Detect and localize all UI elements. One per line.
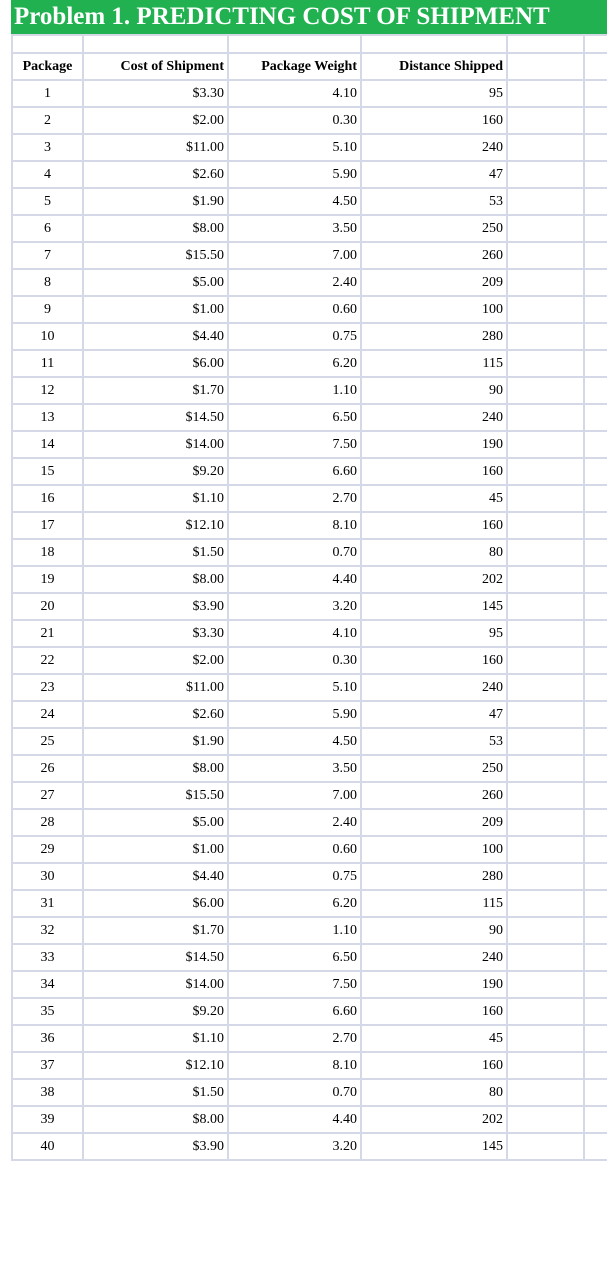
table-cell[interactable] — [507, 80, 584, 107]
cell-weight[interactable]: 0.70 — [228, 1079, 361, 1106]
cell-weight[interactable]: 4.50 — [228, 728, 361, 755]
table-row — [12, 512, 607, 539]
cell-weight[interactable]: 0.75 — [228, 863, 361, 890]
spreadsheet — [11, 0, 607, 1161]
cell-package[interactable]: 35 — [12, 998, 83, 1025]
cell-distance[interactable]: 240 — [361, 944, 507, 971]
table-cell[interactable] — [584, 647, 607, 674]
cell-cost[interactable]: $2.00 — [83, 647, 228, 674]
table-row — [12, 1133, 607, 1160]
table-row — [12, 998, 607, 1025]
table-cell[interactable] — [584, 674, 607, 701]
cell-distance[interactable]: 250 — [361, 755, 507, 782]
cell-weight[interactable]: 4.40 — [228, 566, 361, 593]
table-cell[interactable] — [507, 215, 584, 242]
table-row — [12, 971, 607, 998]
table-cell[interactable] — [584, 1079, 607, 1106]
table-cell[interactable] — [507, 728, 584, 755]
cell-distance[interactable]: 115 — [361, 350, 507, 377]
table-cell[interactable] — [83, 35, 228, 53]
cell-distance[interactable]: 160 — [361, 1052, 507, 1079]
cell-package[interactable]: 29 — [12, 836, 83, 863]
table-cell[interactable] — [361, 35, 507, 53]
table-cell[interactable] — [507, 323, 584, 350]
table-cell[interactable] — [584, 134, 607, 161]
cell-cost[interactable]: $1.90 — [83, 728, 228, 755]
cell-weight[interactable]: 0.30 — [228, 647, 361, 674]
table-cell[interactable] — [507, 836, 584, 863]
cell-package[interactable]: 2 — [12, 107, 83, 134]
table-row — [12, 161, 607, 188]
table-row — [12, 539, 607, 566]
cell-weight[interactable]: 4.10 — [228, 620, 361, 647]
cell-weight[interactable]: 8.10 — [228, 512, 361, 539]
cell-weight[interactable]: 3.50 — [228, 215, 361, 242]
table-cell[interactable] — [584, 107, 607, 134]
table-cell[interactable] — [507, 701, 584, 728]
cell-cost[interactable]: $15.50 — [83, 782, 228, 809]
table-cell[interactable] — [584, 161, 607, 188]
table-row — [12, 188, 607, 215]
cell-distance[interactable]: 240 — [361, 674, 507, 701]
cell-distance[interactable]: 209 — [361, 809, 507, 836]
table-cell[interactable] — [584, 593, 607, 620]
table-row — [12, 215, 607, 242]
cell-package[interactable]: 18 — [12, 539, 83, 566]
cell-weight[interactable]: 5.90 — [228, 701, 361, 728]
table-cell[interactable] — [584, 566, 607, 593]
cell-package[interactable]: 22 — [12, 647, 83, 674]
cell-weight[interactable]: 6.60 — [228, 998, 361, 1025]
cell-weight[interactable]: 0.70 — [228, 539, 361, 566]
cell-weight[interactable]: 6.60 — [228, 458, 361, 485]
cell-weight[interactable]: 2.70 — [228, 485, 361, 512]
table-cell[interactable] — [507, 188, 584, 215]
cell-weight[interactable]: 2.40 — [228, 809, 361, 836]
cell-weight[interactable]: 5.10 — [228, 134, 361, 161]
cell-distance[interactable]: 45 — [361, 1025, 507, 1052]
table-cell[interactable] — [507, 1106, 584, 1133]
table-cell[interactable] — [507, 377, 584, 404]
table-row — [12, 620, 607, 647]
table-cell[interactable] — [507, 53, 584, 80]
cell-cost[interactable]: $1.00 — [83, 836, 228, 863]
cell-package[interactable]: 36 — [12, 1025, 83, 1052]
cell-distance[interactable]: 260 — [361, 242, 507, 269]
cell-cost[interactable]: $3.90 — [83, 1133, 228, 1160]
cell-package[interactable]: 39 — [12, 1106, 83, 1133]
table-row — [12, 890, 607, 917]
cell-distance[interactable]: 95 — [361, 80, 507, 107]
cell-weight[interactable]: 8.10 — [228, 1052, 361, 1079]
table-cell[interactable] — [584, 323, 607, 350]
table-cell[interactable] — [584, 863, 607, 890]
cell-cost[interactable]: $1.50 — [83, 1079, 228, 1106]
cell-weight[interactable]: 0.30 — [228, 107, 361, 134]
cell-distance[interactable]: 190 — [361, 971, 507, 998]
table-cell[interactable] — [584, 269, 607, 296]
cell-package[interactable]: 40 — [12, 1133, 83, 1160]
table-cell[interactable] — [584, 350, 607, 377]
cell-cost[interactable]: $12.10 — [83, 1052, 228, 1079]
cell-cost[interactable]: $4.40 — [83, 323, 228, 350]
cell-cost[interactable]: $1.70 — [83, 377, 228, 404]
cell-cost[interactable]: $3.30 — [83, 80, 228, 107]
cell-cost[interactable]: $11.00 — [83, 134, 228, 161]
cell-weight[interactable]: 2.40 — [228, 269, 361, 296]
cell-weight[interactable]: 0.75 — [228, 323, 361, 350]
table-row — [12, 80, 607, 107]
table-row — [12, 755, 607, 782]
table-cell[interactable] — [584, 998, 607, 1025]
cell-cost[interactable]: $14.50 — [83, 404, 228, 431]
table-row — [12, 917, 607, 944]
cell-package[interactable]: 5 — [12, 188, 83, 215]
cell-distance[interactable]: 280 — [361, 323, 507, 350]
table-row — [12, 782, 607, 809]
table-cell[interactable] — [584, 458, 607, 485]
table-cell[interactable] — [584, 890, 607, 917]
cell-cost[interactable]: $4.40 — [83, 863, 228, 890]
header-row — [12, 53, 607, 80]
table-cell[interactable] — [584, 620, 607, 647]
table-cell[interactable] — [584, 512, 607, 539]
column-header-package[interactable]: Package — [12, 53, 83, 80]
cell-package[interactable]: 8 — [12, 269, 83, 296]
table-row — [12, 269, 607, 296]
table-cell[interactable] — [507, 1052, 584, 1079]
cell-cost[interactable]: $3.90 — [83, 593, 228, 620]
table-cell[interactable] — [584, 242, 607, 269]
cell-package[interactable]: 6 — [12, 215, 83, 242]
cell-distance[interactable]: 47 — [361, 161, 507, 188]
cell-distance[interactable]: 209 — [361, 269, 507, 296]
cell-weight[interactable]: 6.50 — [228, 944, 361, 971]
cell-package[interactable]: 37 — [12, 1052, 83, 1079]
cell-package[interactable]: 11 — [12, 350, 83, 377]
table-row — [12, 323, 607, 350]
cell-cost[interactable]: $8.00 — [83, 566, 228, 593]
cell-cost[interactable]: $9.20 — [83, 458, 228, 485]
cell-package[interactable]: 38 — [12, 1079, 83, 1106]
cell-weight[interactable]: 3.20 — [228, 1133, 361, 1160]
cell-package[interactable]: 1 — [12, 80, 83, 107]
cell-distance[interactable]: 80 — [361, 539, 507, 566]
cell-weight[interactable]: 7.50 — [228, 431, 361, 458]
table-cell[interactable] — [584, 53, 607, 80]
table-cell[interactable] — [584, 1106, 607, 1133]
cell-distance[interactable]: 260 — [361, 782, 507, 809]
cell-distance[interactable]: 90 — [361, 377, 507, 404]
cell-cost[interactable]: $8.00 — [83, 755, 228, 782]
cell-distance[interactable]: 160 — [361, 647, 507, 674]
cell-distance[interactable]: 47 — [361, 701, 507, 728]
table-row — [12, 1052, 607, 1079]
cell-package[interactable]: 20 — [12, 593, 83, 620]
cell-weight[interactable]: 7.00 — [228, 782, 361, 809]
cell-package[interactable]: 21 — [12, 620, 83, 647]
cell-weight[interactable]: 1.10 — [228, 377, 361, 404]
cell-cost[interactable]: $14.50 — [83, 944, 228, 971]
cell-cost[interactable]: $8.00 — [83, 215, 228, 242]
cell-weight[interactable]: 7.00 — [228, 242, 361, 269]
table-cell[interactable] — [507, 755, 584, 782]
cell-weight[interactable]: 1.10 — [228, 917, 361, 944]
cell-distance[interactable]: 145 — [361, 593, 507, 620]
table-row — [12, 647, 607, 674]
cell-distance[interactable]: 145 — [361, 1133, 507, 1160]
cell-weight[interactable]: 3.20 — [228, 593, 361, 620]
cell-distance[interactable]: 80 — [361, 1079, 507, 1106]
cell-cost[interactable]: $1.00 — [83, 296, 228, 323]
cell-package[interactable]: 15 — [12, 458, 83, 485]
column-header-distance[interactable]: Distance Shipped — [361, 53, 507, 80]
table-row — [12, 728, 607, 755]
table-row — [12, 1106, 607, 1133]
table-cell[interactable] — [584, 728, 607, 755]
cell-distance[interactable]: 53 — [361, 188, 507, 215]
table-cell[interactable] — [584, 917, 607, 944]
cell-package[interactable]: 17 — [12, 512, 83, 539]
cell-weight[interactable]: 6.20 — [228, 890, 361, 917]
table-cell[interactable] — [507, 458, 584, 485]
cell-distance[interactable]: 202 — [361, 566, 507, 593]
cell-package[interactable]: 33 — [12, 944, 83, 971]
sheet-title: Problem 1. PREDICTING COST OF SHIPMENT — [11, 0, 607, 34]
table-row — [12, 404, 607, 431]
cell-weight[interactable]: 6.20 — [228, 350, 361, 377]
cell-package[interactable]: 7 — [12, 242, 83, 269]
column-header-cost[interactable]: Cost of Shipment — [83, 53, 228, 80]
cell-weight[interactable]: 4.50 — [228, 188, 361, 215]
table-cell[interactable] — [507, 998, 584, 1025]
table-cell[interactable] — [507, 431, 584, 458]
table-row — [12, 1079, 607, 1106]
cell-package[interactable]: 4 — [12, 161, 83, 188]
cell-package[interactable]: 16 — [12, 485, 83, 512]
cell-weight[interactable]: 2.70 — [228, 1025, 361, 1052]
table-cell[interactable] — [584, 296, 607, 323]
cell-distance[interactable]: 160 — [361, 458, 507, 485]
cell-weight[interactable]: 3.50 — [228, 755, 361, 782]
cell-weight[interactable]: 4.10 — [228, 80, 361, 107]
table-cell[interactable] — [507, 566, 584, 593]
cell-weight[interactable]: 5.10 — [228, 674, 361, 701]
cell-package[interactable]: 25 — [12, 728, 83, 755]
cell-weight[interactable]: 5.90 — [228, 161, 361, 188]
table-cell[interactable] — [507, 674, 584, 701]
table-cell[interactable] — [584, 188, 607, 215]
table-row — [12, 944, 607, 971]
table-cell[interactable] — [507, 944, 584, 971]
table-cell[interactable] — [507, 1025, 584, 1052]
table-row — [12, 485, 607, 512]
cell-cost[interactable]: $9.20 — [83, 998, 228, 1025]
cell-cost[interactable]: $11.00 — [83, 674, 228, 701]
cell-cost[interactable]: $5.00 — [83, 269, 228, 296]
table-cell[interactable] — [507, 890, 584, 917]
table-row — [12, 863, 607, 890]
shipment-table — [11, 34, 607, 1161]
table-cell[interactable] — [584, 944, 607, 971]
cell-distance[interactable]: 250 — [361, 215, 507, 242]
table-cell[interactable] — [507, 539, 584, 566]
column-header-weight[interactable]: Package Weight — [228, 53, 361, 80]
table-cell[interactable] — [584, 1052, 607, 1079]
cell-cost[interactable]: $14.00 — [83, 971, 228, 998]
cell-distance[interactable]: 100 — [361, 836, 507, 863]
cell-distance[interactable]: 240 — [361, 404, 507, 431]
cell-distance[interactable]: 90 — [361, 917, 507, 944]
table-cell[interactable] — [507, 917, 584, 944]
cell-weight[interactable]: 6.50 — [228, 404, 361, 431]
table-cell[interactable] — [228, 35, 361, 53]
table-cell[interactable] — [584, 836, 607, 863]
table-row — [12, 1025, 607, 1052]
table-cell[interactable] — [507, 242, 584, 269]
table-cell[interactable] — [507, 647, 584, 674]
cell-distance[interactable]: 45 — [361, 485, 507, 512]
table-cell[interactable] — [507, 1079, 584, 1106]
cell-weight[interactable]: 0.60 — [228, 836, 361, 863]
cell-package[interactable]: 27 — [12, 782, 83, 809]
cell-package[interactable]: 23 — [12, 674, 83, 701]
cell-package[interactable]: 14 — [12, 431, 83, 458]
table-row — [12, 458, 607, 485]
table-cell[interactable] — [507, 161, 584, 188]
cell-cost[interactable]: $1.50 — [83, 539, 228, 566]
table-cell[interactable] — [584, 485, 607, 512]
cell-distance[interactable]: 160 — [361, 512, 507, 539]
table-cell[interactable] — [584, 80, 607, 107]
cell-cost[interactable]: $14.00 — [83, 431, 228, 458]
table-row — [12, 566, 607, 593]
table-row — [12, 701, 607, 728]
table-row — [12, 674, 607, 701]
table-cell[interactable] — [507, 35, 584, 53]
cell-distance[interactable]: 115 — [361, 890, 507, 917]
cell-distance[interactable]: 160 — [361, 107, 507, 134]
cell-package[interactable]: 30 — [12, 863, 83, 890]
cell-distance[interactable]: 280 — [361, 863, 507, 890]
table-cell[interactable] — [584, 539, 607, 566]
cell-package[interactable]: 31 — [12, 890, 83, 917]
cell-package[interactable]: 10 — [12, 323, 83, 350]
table-cell[interactable] — [584, 701, 607, 728]
cell-cost[interactable]: $1.10 — [83, 485, 228, 512]
table-cell[interactable] — [507, 1133, 584, 1160]
table-cell[interactable] — [507, 512, 584, 539]
cell-cost[interactable]: $8.00 — [83, 1106, 228, 1133]
table-cell[interactable] — [584, 377, 607, 404]
spacer-row — [12, 35, 607, 53]
table-cell[interactable] — [507, 863, 584, 890]
cell-package[interactable]: 12 — [12, 377, 83, 404]
cell-weight[interactable]: 7.50 — [228, 971, 361, 998]
table-row — [12, 431, 607, 458]
cell-package[interactable]: 28 — [12, 809, 83, 836]
cell-package[interactable]: 3 — [12, 134, 83, 161]
table-row — [12, 377, 607, 404]
cell-package[interactable]: 26 — [12, 755, 83, 782]
table-cell[interactable] — [584, 35, 607, 53]
cell-cost[interactable]: $1.90 — [83, 188, 228, 215]
table-cell[interactable] — [507, 593, 584, 620]
cell-cost[interactable]: $2.60 — [83, 161, 228, 188]
table-cell[interactable] — [584, 431, 607, 458]
table-cell[interactable] — [584, 1133, 607, 1160]
cell-weight[interactable]: 0.60 — [228, 296, 361, 323]
table-cell[interactable] — [507, 620, 584, 647]
cell-package[interactable]: 34 — [12, 971, 83, 998]
cell-cost[interactable]: $2.00 — [83, 107, 228, 134]
cell-cost[interactable]: $2.60 — [83, 701, 228, 728]
table-cell[interactable] — [584, 971, 607, 998]
cell-package[interactable]: 24 — [12, 701, 83, 728]
cell-distance[interactable]: 240 — [361, 134, 507, 161]
table-cell[interactable] — [12, 35, 83, 53]
cell-cost[interactable]: $1.10 — [83, 1025, 228, 1052]
table-row — [12, 350, 607, 377]
cell-package[interactable]: 32 — [12, 917, 83, 944]
table-cell[interactable] — [584, 755, 607, 782]
table-cell[interactable] — [584, 1025, 607, 1052]
table-cell[interactable] — [507, 134, 584, 161]
cell-package[interactable]: 19 — [12, 566, 83, 593]
cell-weight[interactable]: 4.40 — [228, 1106, 361, 1133]
cell-cost[interactable]: $12.10 — [83, 512, 228, 539]
cell-cost[interactable]: $5.00 — [83, 809, 228, 836]
table-cell[interactable] — [507, 809, 584, 836]
table-cell[interactable] — [507, 350, 584, 377]
table-cell[interactable] — [507, 971, 584, 998]
table-cell[interactable] — [507, 269, 584, 296]
table-row — [12, 107, 607, 134]
cell-distance[interactable]: 100 — [361, 296, 507, 323]
cell-cost[interactable]: $15.50 — [83, 242, 228, 269]
table-row — [12, 296, 607, 323]
table-row — [12, 836, 607, 863]
table-cell[interactable] — [507, 296, 584, 323]
cell-distance[interactable]: 202 — [361, 1106, 507, 1133]
cell-distance[interactable]: 95 — [361, 620, 507, 647]
cell-cost[interactable]: $6.00 — [83, 890, 228, 917]
cell-distance[interactable]: 53 — [361, 728, 507, 755]
table-cell[interactable] — [507, 107, 584, 134]
table-cell[interactable] — [584, 809, 607, 836]
cell-distance[interactable]: 190 — [361, 431, 507, 458]
table-row — [12, 242, 607, 269]
cell-package[interactable]: 13 — [12, 404, 83, 431]
cell-distance[interactable]: 160 — [361, 998, 507, 1025]
table-row — [12, 593, 607, 620]
table-row — [12, 134, 607, 161]
table-cell[interactable] — [584, 215, 607, 242]
cell-package[interactable]: 9 — [12, 296, 83, 323]
table-cell[interactable] — [507, 404, 584, 431]
cell-cost[interactable]: $3.30 — [83, 620, 228, 647]
cell-cost[interactable]: $6.00 — [83, 350, 228, 377]
cell-cost[interactable]: $1.70 — [83, 917, 228, 944]
table-cell[interactable] — [507, 485, 584, 512]
table-cell[interactable] — [584, 404, 607, 431]
table-row — [12, 809, 607, 836]
table-cell[interactable] — [507, 782, 584, 809]
table-cell[interactable] — [584, 782, 607, 809]
